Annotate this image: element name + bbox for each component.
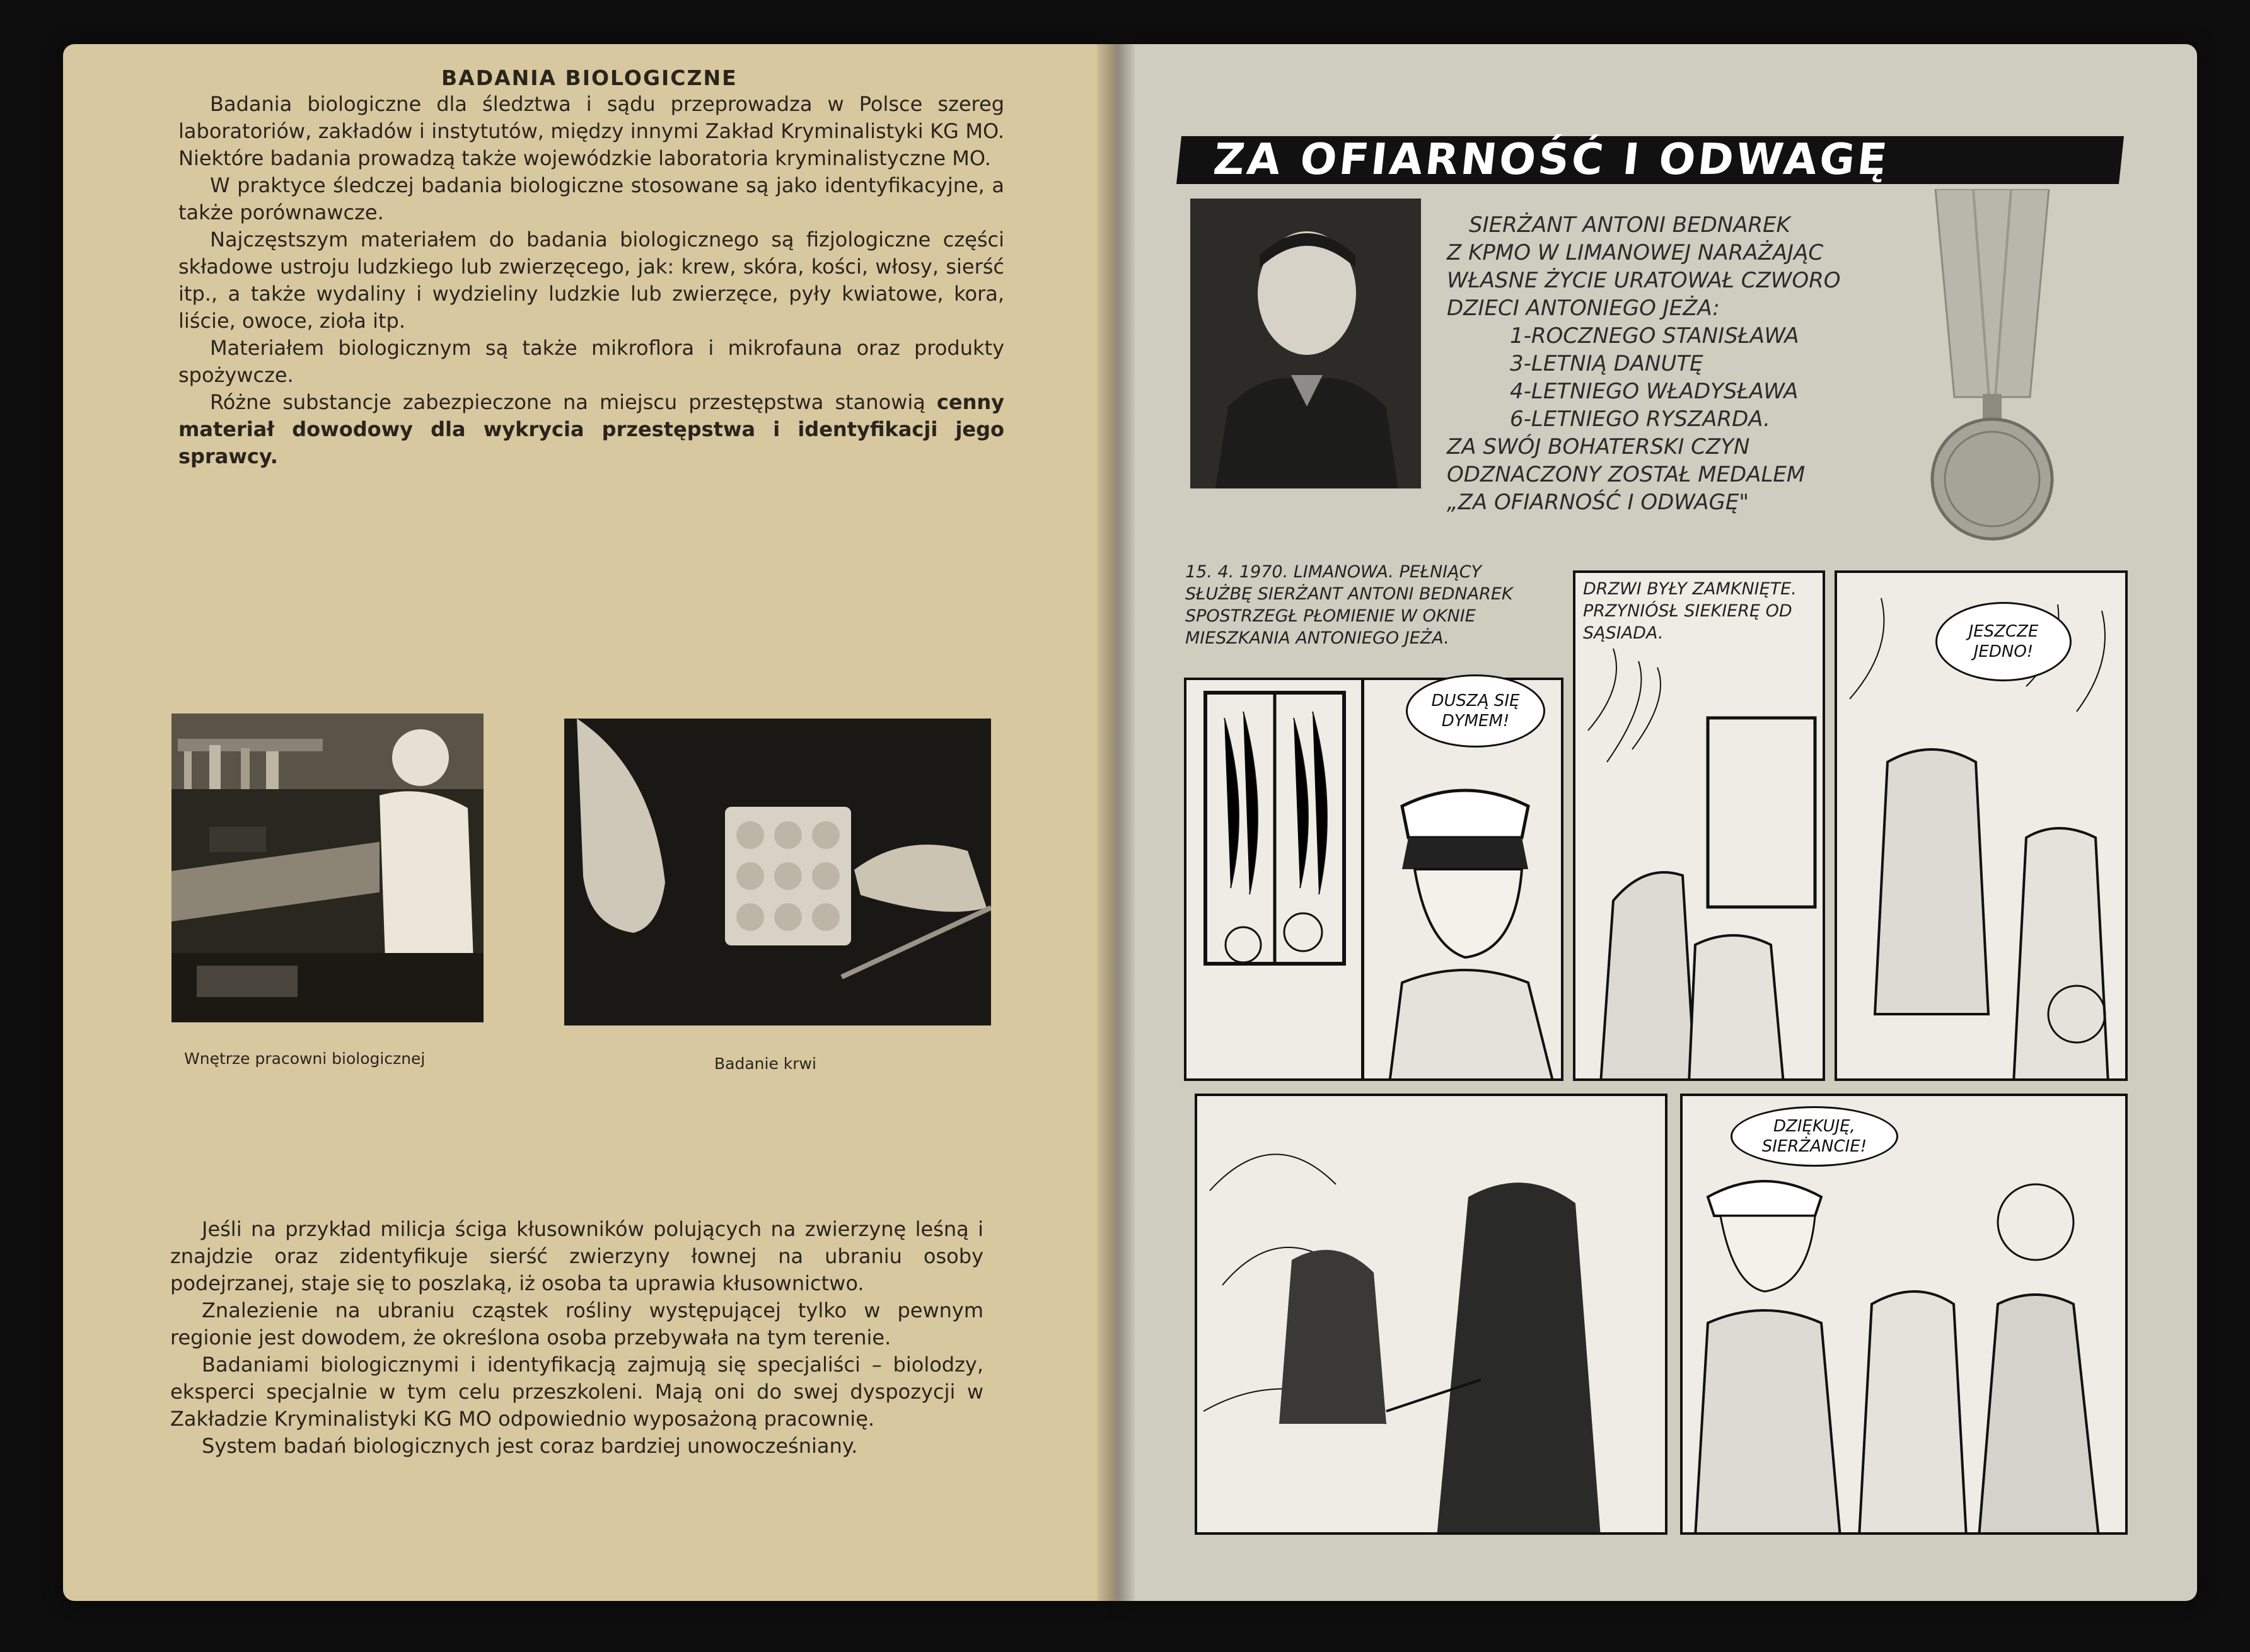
intro-line: ZA SWÓJ BOHATERSKI CZYN <box>1447 434 1750 459</box>
intro-line: 3-LETNIĄ DANUTĘ <box>1510 351 1703 376</box>
intro-line: 1-ROCZNEGO STANISŁAWA <box>1510 323 1799 349</box>
paragraph: System badań biologicznych jest coraz bardziej unowocześniany. <box>202 1434 858 1458</box>
medal-illustration <box>1917 189 2068 567</box>
article-body-bottom <box>170 1216 983 1460</box>
comic-panel-window <box>1184 678 1364 1081</box>
article-title: BADANIA BIOLOGICZNE <box>441 66 738 90</box>
intro-line: „ZA OFIARNOŚĆ I ODWAGĘ" <box>1447 490 1749 515</box>
comic-panel-fire <box>1195 1094 1667 1535</box>
panel-caption-1: 15. 4. 1970. LIMANOWA. PEŁNIĄCY SŁUŻBĘ SIERŻANT ANTONI BEDNAREK SPOSTRZEGŁ PŁOMIENIE W OKNIE MIESZKANIA ANTONIEGO JEŻA. <box>1185 562 1513 648</box>
comic-panel-door <box>1573 570 1825 1081</box>
caption-blood: Badanie krwi <box>714 1054 816 1073</box>
photo-blood-test <box>564 719 991 1025</box>
paragraph: Badania biologiczne dla śledztwa i sądu przeprowadza w Polsce szereg laboratoriów, zakładów i instytutów, między innymi Zakład Kryminalistyki KG MO. Niektóre badania prowadzą także wojewódzkie laboratoria kryminalistyczne MO. <box>178 92 1004 170</box>
portrait-photo <box>1190 199 1421 488</box>
panel-caption-3: DRZWI BYŁY ZAMKNIĘTE. PRZYNIÓSŁ SIEKIERĘ OD SĄSIADA. <box>1583 579 1797 643</box>
book-spine <box>1097 44 1135 1601</box>
paragraph: Znalezienie na ubraniu cząstek rośliny występującej tylko w pewnym regionie jest dowodem, że określona osoba przebywała na tym terenie. <box>170 1298 983 1349</box>
speech-bubble-thanks: DZIĘKUJĘ, SIERŻANCIE! <box>1731 1106 1898 1167</box>
intro-line: 6-LETNIEGO RYSZARDA. <box>1510 407 1770 432</box>
intro-line: SIERŻANT ANTONI BEDNAREK <box>1469 212 1790 238</box>
intro-line: ODZNACZONY ZOSTAŁ MEDALEM <box>1447 462 1806 487</box>
bold-emphasis-text: cenny materiał dowodowy dla wykrycia przestępstwa i identyfikacji jego sprawcy. <box>178 390 1005 468</box>
intro-line: WŁASNE ŻYCIE URATOWAŁ CZWORO <box>1447 268 1841 293</box>
paragraph: W praktyce śledczej badania biologiczne stosowane są jako identyfikacyjne, a także porównawcze. <box>178 173 1004 224</box>
paragraph-bold-lead <box>178 389 1004 470</box>
paragraph: Najczęstszym materiałem do badania biologicznego są fizjologiczne części składowe ustroju ludzkiego lub zwierzęcego, jak: krew, skóra, kości, włosy, sierść itp., a także wydaliny i wydzieliny ludzkie lub zwierzęce, pyły kwiatowe, kora, liście, owoce, zioła itp. <box>178 228 1004 333</box>
intro-line: Z KPMO W LIMANOWEJ NARAŻAJĄC <box>1447 240 1824 265</box>
article-body-top <box>178 91 1004 470</box>
intro-line: 4-LETNIEGO WŁADYSŁAWA <box>1510 379 1799 404</box>
intro-line: DZIECI ANTONIEGO JEŻA: <box>1447 296 1720 321</box>
speech-bubble-smoke: DUSZĄ SIĘ DYMEM! <box>1406 674 1545 748</box>
paragraph: Badaniami biologicznymi i identyfikacją zajmują się specjaliści – biolodzy, eksperci specjalnie w tym celu przeszkoleni. Mają oni do swej dyspozycji w Zakładzie Kryminalistyki KG MO odpowiednio wyposażoną pracownię. <box>170 1353 983 1431</box>
speech-bubble-one-more: JESZCZE JEDNO! <box>1935 602 2072 681</box>
bold-lead-text: Różne substancje zabezpieczone na miejscu przestępstwa stanowią <box>210 390 925 414</box>
photo-lab-interior <box>171 713 484 1022</box>
comic-panel-thanks <box>1680 1094 2128 1535</box>
caption-lab: Wnętrze pracowni biologicznej <box>184 1049 426 1068</box>
paragraph: Jeśli na przykład milicja ściga kłusowników polujących na zwierzynę leśną i znajdzie oraz zidentyfikuje sierść zwierzyny łownej na ubraniu osoby podejrzanej, staje się to poszlaką, iż osoba ta uprawia kłusownictwo. <box>170 1217 983 1295</box>
comic-title-banner: ZA OFIARNOŚĆ I ODWAGĘ <box>1176 136 2124 184</box>
paragraph: Materiałem biologicznym są także mikroflora i mikrofauna oraz produkty spożywcze. <box>178 336 1004 387</box>
